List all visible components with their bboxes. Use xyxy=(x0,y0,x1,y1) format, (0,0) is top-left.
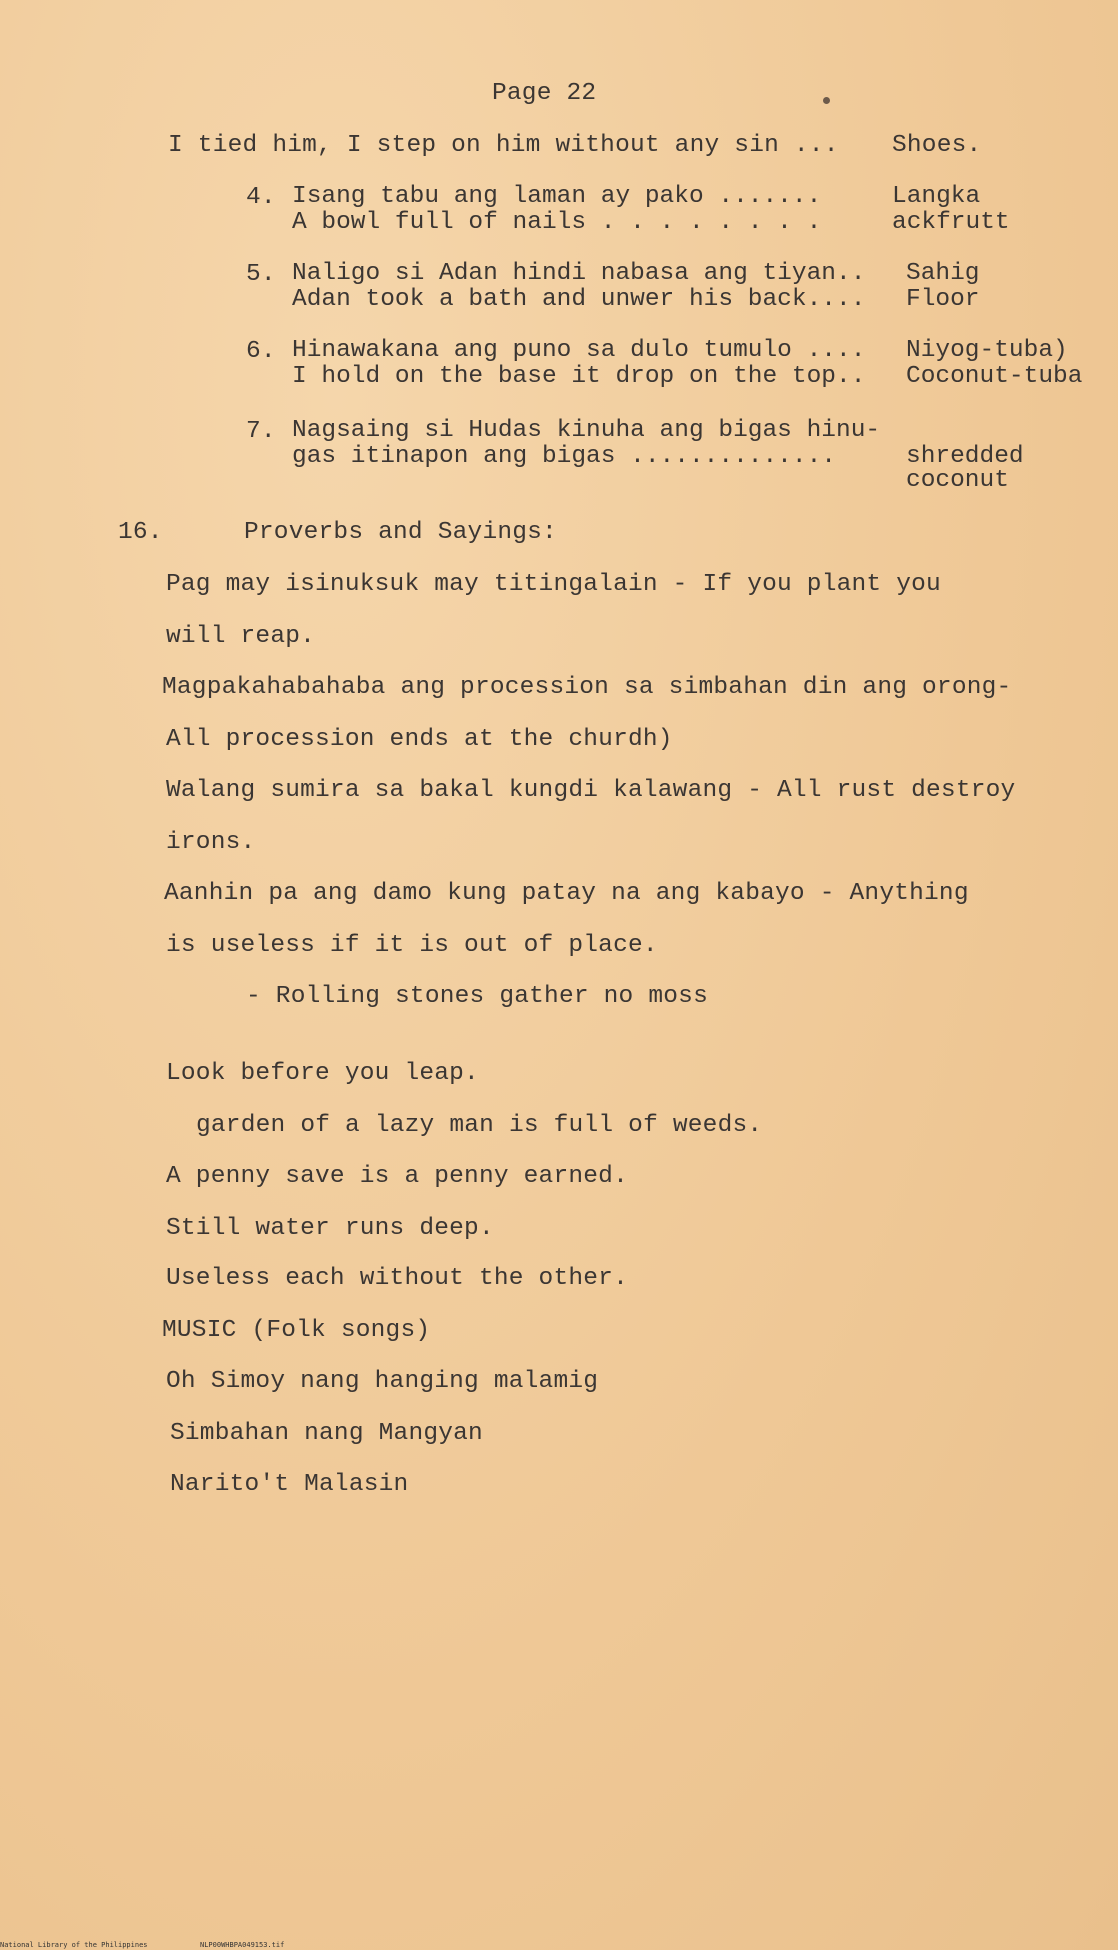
riddle-number: 5. xyxy=(246,261,276,288)
riddle-line: I hold on the base it drop on the top.. xyxy=(292,363,866,390)
riddle-answer: Coconut-tuba xyxy=(906,363,1083,390)
proverb-line: Look before you leap. xyxy=(166,1060,479,1087)
section-number: 16. xyxy=(118,519,163,546)
proverb-line: A penny save is a penny earned. xyxy=(166,1163,628,1190)
footer-library: National Library of the Philippines xyxy=(0,1941,148,1949)
proverb-line: Aanhin pa ang damo kung patay na ang kabayo - Anything xyxy=(164,880,969,907)
proverb-line: - Rolling stones gather no moss xyxy=(246,983,708,1010)
proverb-line: Useless each without the other. xyxy=(166,1265,628,1292)
riddle-line: Isang tabu ang laman ay pako ....... xyxy=(292,183,822,210)
riddle-answer: ackfrutt xyxy=(892,209,1010,236)
proverb-line: All procession ends at the churdh) xyxy=(166,726,673,753)
riddle-line: Nagsaing si Hudas kinuha ang bigas hinu- xyxy=(292,417,881,444)
riddle-line: Naligo si Adan hindi nabasa ang tiyan.. xyxy=(292,260,866,287)
proverb-line: is useless if it is out of place. xyxy=(166,932,658,959)
riddle-line: Hinawakana ang puno sa dulo tumulo .... xyxy=(292,337,866,364)
music-heading: MUSIC (Folk songs) xyxy=(162,1317,431,1344)
riddle-answer: Niyog-tuba) xyxy=(906,337,1068,364)
proverb-line: irons. xyxy=(166,829,256,856)
section-heading: Proverbs and Sayings: xyxy=(244,519,557,546)
riddle-answer: Langka xyxy=(892,183,981,210)
song-title: Oh Simoy nang hanging malamig xyxy=(166,1368,599,1395)
page-title: Page 22 xyxy=(492,80,597,107)
proverb-line: Pag may isinuksuk may titingalain - If you plant you xyxy=(166,571,941,598)
proverb-line: Still water runs deep. xyxy=(166,1215,494,1242)
song-title: Narito't Malasin xyxy=(170,1471,409,1498)
riddle-answer: shredded xyxy=(906,443,1024,470)
riddle-line: A bowl full of nails . . . . . . . . xyxy=(292,209,822,236)
riddle-number: 7. xyxy=(246,418,276,445)
ink-smudge xyxy=(823,97,830,104)
proverb-line: garden of a lazy man is full of weeds. xyxy=(196,1112,763,1139)
proverb-line: Walang sumira sa bakal kungdi kalawang - All rust destroy xyxy=(166,777,1016,804)
riddle-intro-answer: Shoes. xyxy=(892,132,982,159)
riddle-number: 6. xyxy=(246,338,276,365)
riddle-answer: Sahig xyxy=(906,260,980,287)
riddle-number: 4. xyxy=(246,184,276,211)
proverb-line: Magpakahabahaba ang procession sa simbahan din ang orong- xyxy=(162,674,1012,701)
riddle-line: Adan took a bath and unwer his back.... xyxy=(292,286,866,313)
footer-filename: NLP00WHBPA049153.tif xyxy=(200,1941,285,1949)
riddle-answer: coconut xyxy=(906,467,1009,494)
song-title: Simbahan nang Mangyan xyxy=(170,1420,483,1447)
riddle-line: gas itinapon ang bigas .............. xyxy=(292,443,836,470)
riddle-intro-text: I tied him, I step on him without any sin ... xyxy=(168,132,839,159)
proverb-line: will reap. xyxy=(166,623,316,650)
riddle-answer: Floor xyxy=(906,286,980,313)
